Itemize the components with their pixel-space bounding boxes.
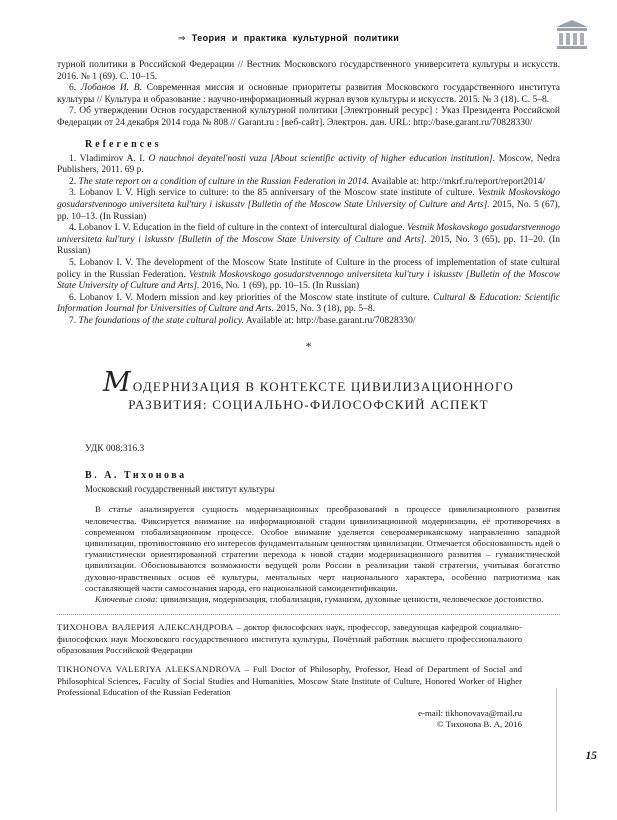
bio-separator-line	[57, 614, 560, 615]
author-email: e-mail: tikhonovava@mail.ru	[418, 707, 522, 718]
ru-ref-item-6	[57, 83, 560, 106]
author-affiliation: Московский государственный институт культуры	[85, 484, 275, 495]
running-header-title: Теория и практика культурной политики	[191, 33, 400, 43]
article-title-line2: РАЗВИТИЯ: СОЦИАЛЬНО-ФИЛОСОФСКИЙ АСПЕКТ	[128, 397, 489, 413]
copyright-line: © Тихонова В. А, 2016	[436, 719, 522, 730]
ref-rest: Moscow, Nedra Publishers, 2011. 69 p.	[57, 153, 560, 176]
page-content	[57, 60, 560, 731]
ref-marker: 6.	[69, 83, 81, 94]
section-separator-star: *	[305, 339, 312, 354]
reference-item	[57, 293, 560, 316]
abstract-block	[85, 504, 560, 605]
reference-item	[57, 258, 560, 293]
author-bio-ru	[57, 622, 522, 657]
ref-prefix: 7.	[69, 315, 79, 326]
arrow-icon: ⇒	[177, 33, 186, 43]
reference-item	[57, 154, 560, 177]
ref-title: Vestnik Moskovskogo gosudarstvennogo universiteta kul'tury i iskusstv [Bulletin of the Moscow State University of Culture and Arts].	[57, 188, 560, 210]
ref-title: Vestnik Moskovskogo gosudarstvennogo universiteta kul'tury i iskusstv [Bulletin of the Moscow State University of Culture and Arts].	[57, 223, 560, 245]
ref-rest: Available at: http://base.garant.ru/70828330/	[243, 315, 416, 326]
ref-prefix: 5. Lobanov I. V. The development of the Moscow State Institute of Culture in the process of implementation of state cultural policy in the Russian Federation.	[57, 257, 560, 280]
references-heading: References	[85, 138, 162, 150]
ref-rest: 2016, No. 1 (69), pp. 10–15. (In Russian)	[199, 281, 360, 292]
ref-rest: 2015, No. 3 (18), pp. 5–8.	[273, 304, 375, 315]
ref-rest: 2015, No. 3 (65), pp. 11–20. (In Russian)	[57, 234, 560, 257]
author-bio-en	[57, 664, 522, 699]
ref-title: Cultural & Education: Scientific Information Journal for Universities of Culture and Arts.	[57, 292, 560, 315]
udc-code: УДК 008:316.3	[85, 444, 145, 455]
reference-item	[57, 223, 560, 258]
ref-text: Современная миссия и основные приоритеты развития Московского государственного института культуры // Культура и образование : научно-информационный журнал вузов культуры и искусств. 2015. № 3 (18). С. 5–8.	[57, 83, 560, 105]
author-bio-en-name: TIKHONOVA VALERIYA ALEKSANDROVA	[57, 664, 241, 675]
article-title	[57, 367, 560, 414]
author-bio-ru-name: ТИХОНОВА ВАЛЕРИЯ АЛЕКСАНДРОВА	[57, 622, 234, 633]
author-bio-en-text: – Full Doctor of Philosophy, Professor, Head of Department of Social and Philosophical Sciences, Faculty of Social Studies and Humanities, Moscow State Institute of Culture, Honored Worker of Higher Professional Education of the Russian Federation	[57, 664, 522, 698]
reference-item	[57, 188, 560, 223]
ru-ref-continuation: турной политики в Российской Федерации // Вестник Московского государственного университета культуры и искусств. 2016. № 1 (69). С. 10–15.	[57, 60, 560, 82]
ref-prefix: 3. Lobanov I. V. High service to culture: to the 85 anniversary of the Moscow state institute of culture.	[69, 188, 479, 199]
ref-title: The foundations of the state cultural policy.	[78, 315, 244, 326]
reference-item	[57, 316, 560, 328]
ru-ref-item-7: 7. Об утверждении Основ государственной культурной политики [Электронный ресурс] : Указ Президента Российской Федерации от 24 декабря 2014 года № 808 // Garant.ru : [веб-сайт]. Электрон. дан. URL: http://base.garant.ru/70828330/	[57, 106, 560, 128]
author-bio-ru-text: – доктор философских наук, профессор, заведующая кафедрой социально-философских наук Московского государственного института культуры, Почётный работник высшего профессионального образования Российской Федерации	[57, 622, 523, 656]
reference-item	[57, 177, 560, 189]
keywords-label: Ключевые слова:	[95, 594, 159, 605]
ref-rest: 2015, No. 5 (67), pp. 10–13. (In Russian)	[57, 199, 560, 222]
ref-prefix: 4. Lobanov I. V. Education in the field of culture in the context of intercultural dialogue.	[69, 223, 407, 234]
running-header	[57, 33, 520, 44]
ref-title: Vestnik Moskovskogo gosudarstvennogo universiteta kul'tury i iskusstv [Bulletin of the Moscow State University of Culture and Arts].	[57, 269, 560, 292]
margin-rule	[556, 688, 557, 812]
ref-rest: Available at: http://mkrf.ru/report/report2014/	[369, 176, 546, 187]
keywords-list: цивилизация, модернизация, глобализация, гуманизм, духовные ценности, человеческое достоинство.	[158, 594, 544, 605]
ref-prefix: 6. Lobanov I. V. Modern mission and key priorities of the Moscow state institute of culture.	[69, 292, 434, 303]
ref-title: The state report on a condition of culture in the Russian Federation in 2014.	[78, 176, 370, 187]
ref-title: O nauchnoi deyatel'nosti vuza [About scientific activity of higher education institution].	[148, 153, 496, 164]
article-title-line1: МОДЕРНИЗАЦИЯ В КОНТЕКСТЕ ЦИВИЛИЗАЦИОННОГО	[103, 367, 514, 399]
keywords-line	[85, 594, 560, 605]
abstract-text: В статье анализируется сущность модернизационных преобразований в процессе цивилизационного развития человечества. Фиксируется внимание на информационной стадии цивилизационной модернизации, её противоречиях в современном глобализационном процессе. Особое внимание уделяется североамериканскому направлению западной цивилизации, противостоянию его интересов фундаментальным ценностям цивилизации. Отмечается обоснованность идей о гуманистически ориентированной стратегии перехода к новой стадии модернизационного развития – гуманистической цивилизации. Обосновываются возможности ведущей роли России в реализации такой стратегии, учитывая богатство духовно-нравственных основ её культуры, ментальных черт национального характера, особенно патриотизма как составляющей части самосознания народа, его национальной самоидентификации.	[85, 504, 560, 593]
ref-prefix: 1. Vladimirov A. I.	[69, 153, 149, 164]
ref-prefix: 2.	[69, 176, 79, 187]
journal-columns-logo-icon	[555, 20, 589, 50]
ref-author: Лобанов И. В.	[80, 83, 142, 94]
drop-cap-initial: М	[103, 367, 132, 399]
page-number: 15	[585, 750, 597, 762]
article-author: В. А. Тихонова	[85, 470, 187, 482]
imprint-block	[57, 708, 522, 731]
